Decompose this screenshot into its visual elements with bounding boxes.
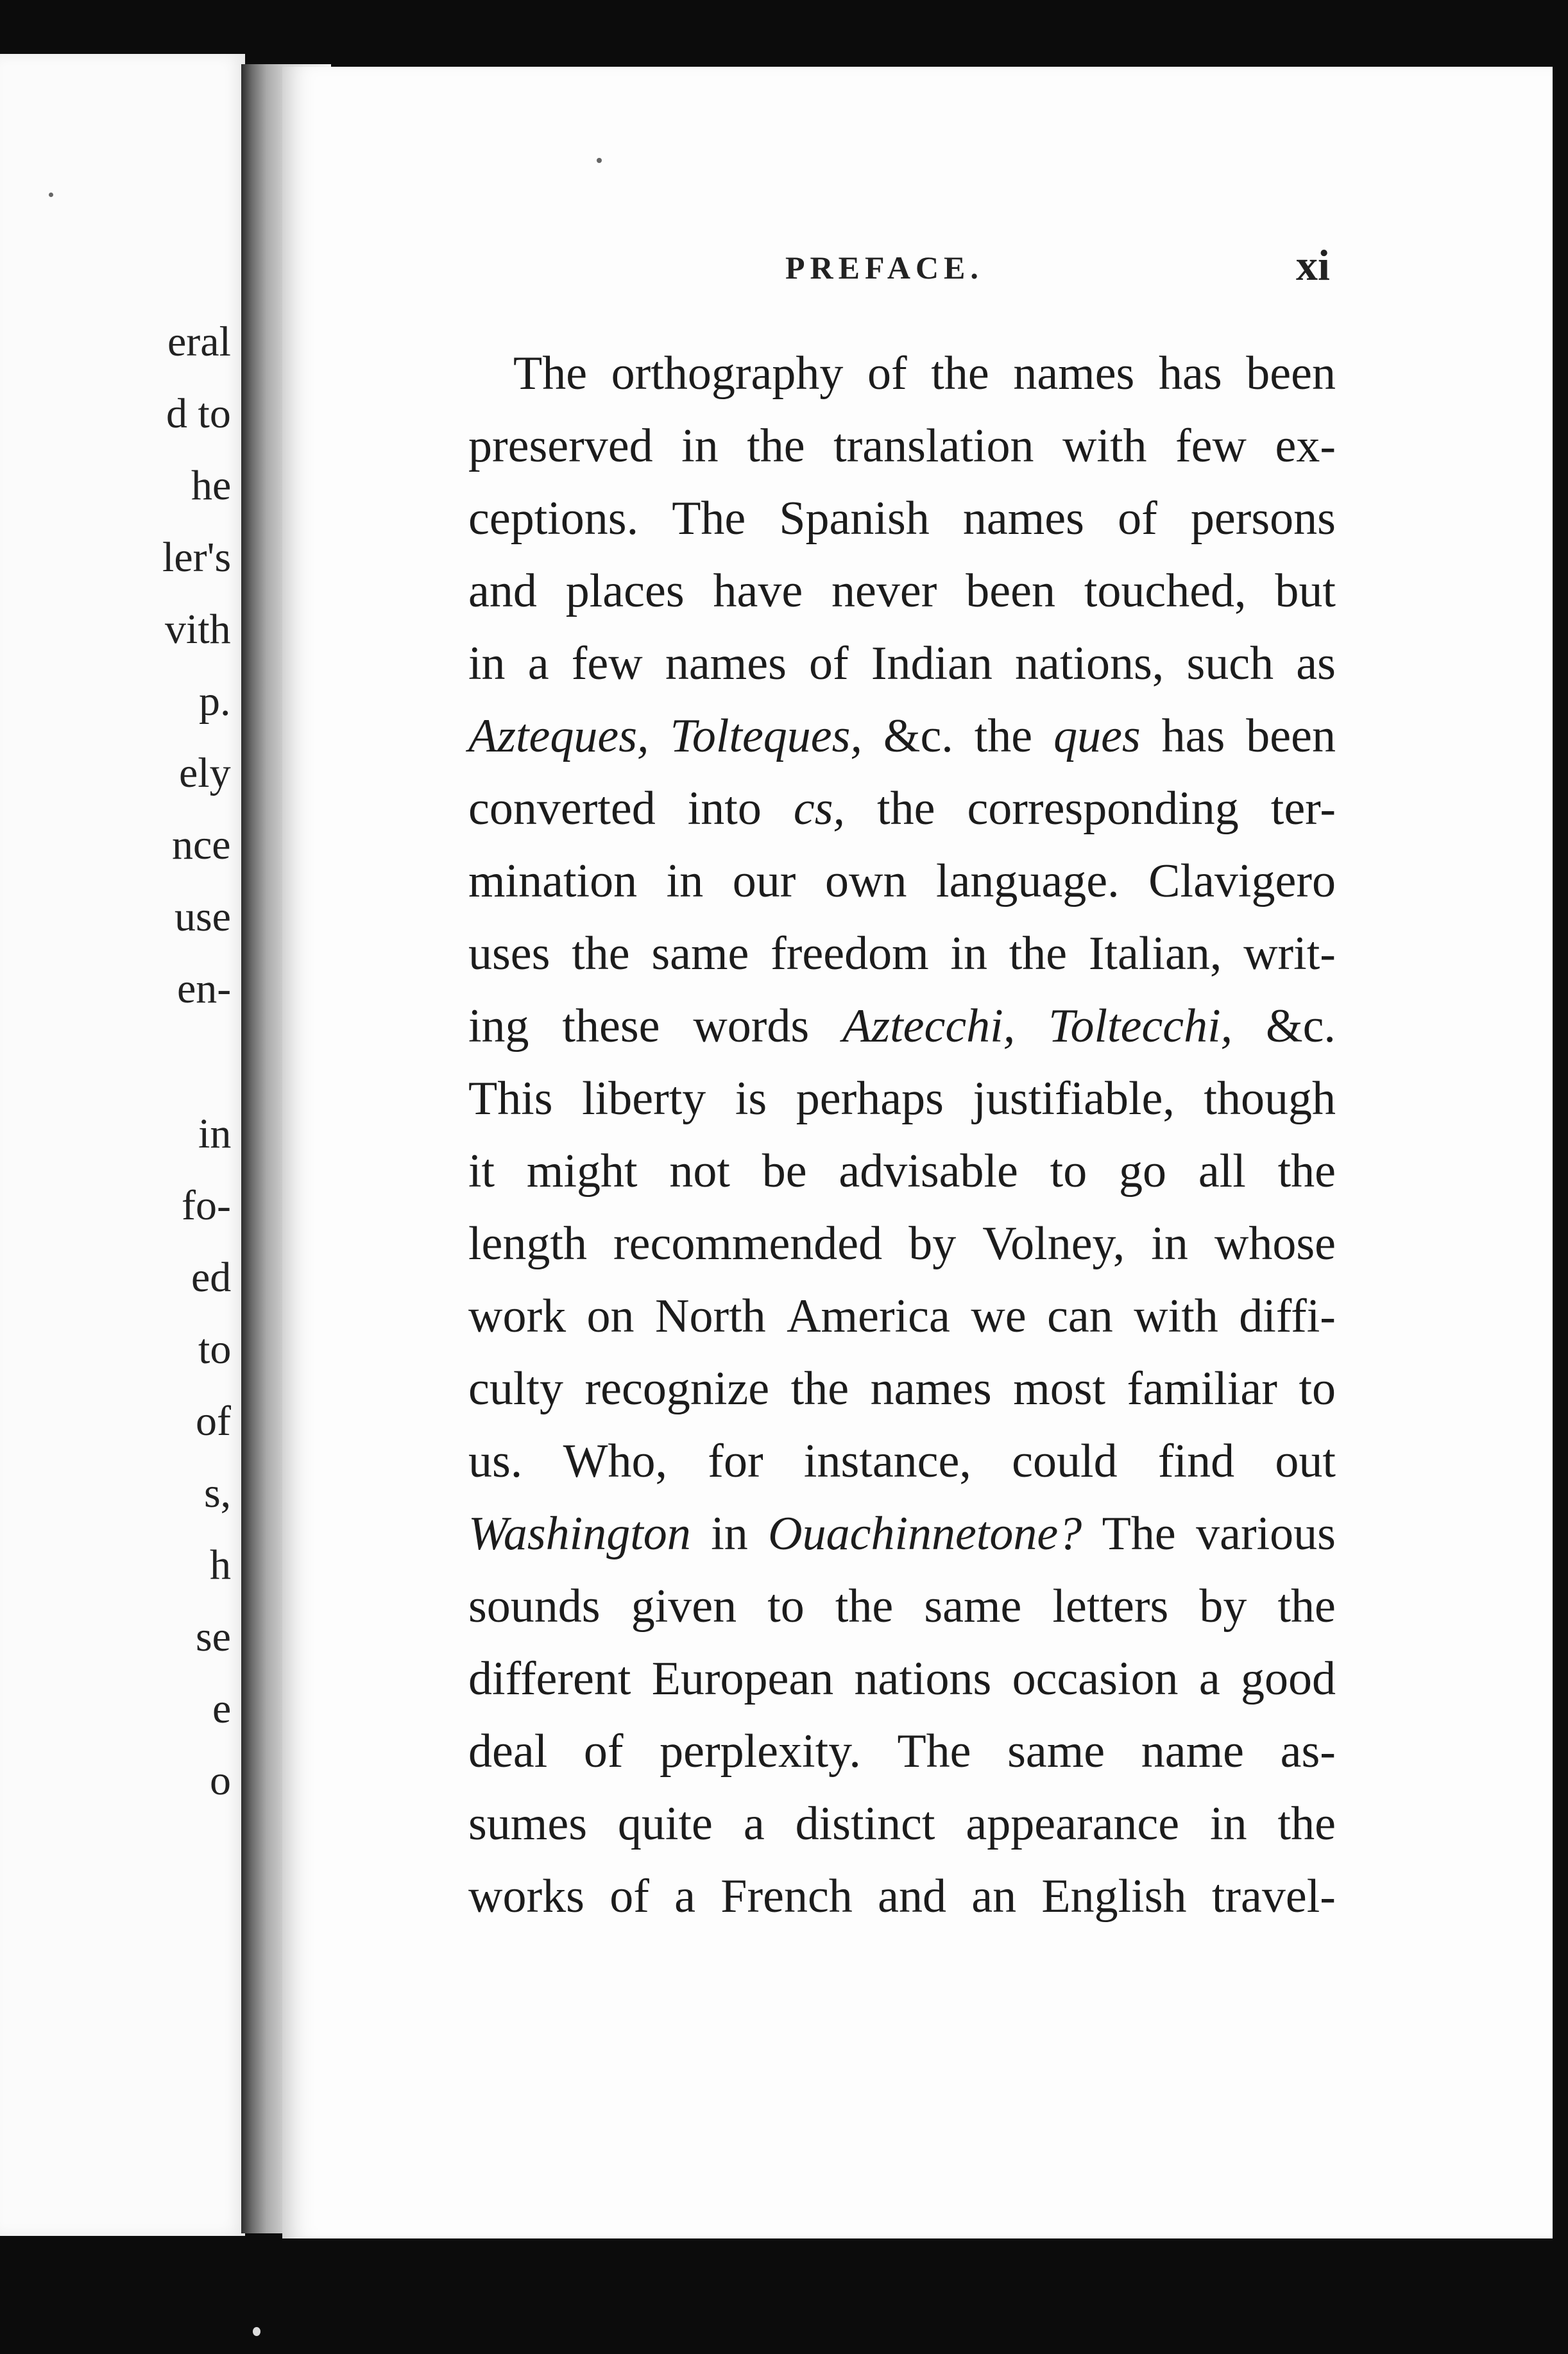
word: on [586, 1290, 635, 1343]
word: has [1158, 347, 1222, 400]
word: Clavigero [1148, 855, 1336, 907]
word: the [1009, 927, 1068, 980]
word: appearance [966, 1798, 1180, 1850]
word: the [747, 420, 805, 472]
word: in [681, 420, 719, 472]
word: by [908, 1217, 957, 1270]
word: out [1275, 1435, 1336, 1488]
word: is [735, 1072, 767, 1125]
word: Indian [871, 637, 993, 690]
word: freedom [771, 927, 929, 980]
text-line [468, 845, 1336, 918]
text-line [468, 1425, 1336, 1498]
word: the [974, 710, 1033, 762]
word: places [565, 565, 685, 617]
word: same [651, 927, 749, 980]
word: a [743, 1798, 765, 1850]
word: in [1210, 1798, 1247, 1850]
word: This [468, 1072, 553, 1125]
word: can [1047, 1290, 1113, 1343]
word: various [1196, 1508, 1336, 1560]
text-line [468, 1643, 1336, 1715]
word: Azteques, [468, 710, 649, 762]
text-line [468, 700, 1336, 773]
word: all [1198, 1145, 1246, 1198]
word: not [669, 1145, 730, 1198]
word: same [1007, 1725, 1105, 1778]
word: in [666, 855, 704, 907]
word: ques [1053, 710, 1141, 762]
word: ing [468, 1000, 529, 1052]
word: and [468, 565, 537, 617]
previous-page-fragment: he [191, 462, 232, 509]
word: converted [468, 782, 656, 835]
word: a [1198, 1653, 1220, 1705]
word: few [571, 637, 643, 690]
word: good [1240, 1653, 1336, 1705]
word: find [1157, 1435, 1235, 1488]
word: Toltecchi, [1048, 1000, 1233, 1052]
word: The [672, 492, 746, 545]
text-line [468, 1280, 1336, 1353]
word: to [1050, 1145, 1087, 1198]
word: such [1186, 637, 1274, 690]
previous-page-fragment: en- [177, 965, 232, 1012]
word: liberty [582, 1072, 706, 1125]
previous-page-fragment: ler's [162, 534, 232, 581]
word: the [1277, 1145, 1336, 1198]
word: same [924, 1580, 1022, 1633]
word: translation [833, 420, 1034, 472]
word: we [971, 1290, 1027, 1343]
word: the [835, 1580, 894, 1633]
word: have [713, 565, 803, 617]
previous-page-edge [0, 54, 245, 2236]
scan-speck [253, 2327, 260, 2336]
word: by [1199, 1580, 1247, 1633]
word: it [468, 1145, 495, 1198]
text-line [468, 1135, 1336, 1208]
word: could [1012, 1435, 1118, 1488]
word: go [1119, 1145, 1167, 1198]
word: justifiable, [973, 1072, 1175, 1125]
word: to [1299, 1362, 1336, 1415]
word: The [897, 1725, 971, 1778]
running-title: PREFACE. [785, 250, 984, 286]
text-line [468, 483, 1336, 555]
word: the [877, 782, 935, 835]
word: the [931, 347, 989, 400]
word: familiar [1127, 1362, 1277, 1415]
text-line [468, 918, 1336, 990]
word: Spanish [779, 492, 930, 545]
word: in [468, 637, 506, 690]
text-line [468, 628, 1336, 700]
word: different [468, 1653, 631, 1705]
word: perhaps [796, 1072, 944, 1125]
word: European [651, 1653, 834, 1705]
text-line [468, 1353, 1336, 1425]
word: into [687, 782, 762, 835]
word: the [1277, 1798, 1336, 1850]
word: Washington [468, 1508, 691, 1560]
word: in [950, 927, 987, 980]
word: ter- [1270, 782, 1336, 835]
word: mination [468, 855, 638, 907]
word: of [1118, 492, 1157, 545]
word: nations [854, 1653, 992, 1705]
word: a [527, 637, 549, 690]
previous-page-fragment: o [210, 1757, 231, 1804]
word: culty [468, 1362, 563, 1415]
word: quite [617, 1798, 713, 1850]
word: be [762, 1145, 807, 1198]
word: &c. [1266, 1000, 1336, 1052]
word: names [870, 1362, 992, 1415]
word: language. [936, 855, 1120, 907]
text-line [468, 773, 1336, 845]
word: sumes [468, 1798, 587, 1850]
word: with [1062, 420, 1147, 472]
word: persons [1190, 492, 1336, 545]
word: Volney, [982, 1217, 1125, 1270]
previous-page-fragment: ed [191, 1254, 232, 1301]
word: works [468, 1870, 584, 1923]
word: been [1246, 347, 1336, 400]
word: corresponding [967, 782, 1239, 835]
text-line [468, 1063, 1336, 1135]
body-text [468, 338, 1336, 1933]
word: Italian, [1088, 927, 1222, 980]
word: &c. [883, 710, 953, 762]
text-line [468, 990, 1336, 1063]
word: the [572, 927, 630, 980]
word: few [1175, 420, 1247, 472]
previous-page-fragment: p. [199, 678, 231, 725]
word: advisable [839, 1145, 1018, 1198]
previous-page-fragment: ely [179, 750, 231, 796]
word: these [562, 1000, 660, 1052]
previous-page-fragment: s, [204, 1470, 232, 1516]
text-line [468, 410, 1336, 483]
word: the [790, 1362, 849, 1415]
previous-page-fragment: nce [172, 821, 231, 868]
text-line [468, 1860, 1336, 1933]
previous-page-fragment: d to [166, 390, 231, 437]
word: been [1246, 710, 1336, 762]
word: given [631, 1580, 737, 1633]
word: writ- [1243, 927, 1336, 980]
word: of [609, 1870, 649, 1923]
word: uses [468, 927, 550, 980]
word: Tolteques, [670, 710, 862, 762]
text-line [468, 1788, 1336, 1860]
word: The [1102, 1508, 1176, 1560]
word: an [971, 1870, 1017, 1923]
word: occasion [1012, 1653, 1179, 1705]
word: names [665, 637, 787, 690]
word: Who, [563, 1435, 667, 1488]
word: never [831, 565, 937, 617]
previous-page-fragment: eral [167, 318, 231, 365]
word: whose [1214, 1217, 1336, 1270]
word: but [1275, 565, 1336, 617]
word: diffi- [1239, 1290, 1336, 1343]
word: most [1013, 1362, 1106, 1415]
word: North [655, 1290, 766, 1343]
previous-page-fragment: to [198, 1326, 232, 1373]
word: travel- [1211, 1870, 1336, 1923]
word: the [1277, 1580, 1336, 1633]
word: ceptions. [468, 492, 639, 545]
previous-page-fragment: of [196, 1398, 231, 1445]
word: and [878, 1870, 946, 1923]
word: with [1134, 1290, 1218, 1343]
word: letters [1052, 1580, 1169, 1633]
word: has [1161, 710, 1225, 762]
previous-page-fragment: h [210, 1542, 231, 1588]
word: to [767, 1580, 805, 1633]
word: been [966, 565, 1055, 617]
previous-page-fragment: se [196, 1613, 231, 1660]
word: us. [468, 1435, 523, 1488]
word: own [825, 855, 907, 907]
text-line [468, 1498, 1336, 1570]
word: French [720, 1870, 853, 1923]
word: though [1204, 1072, 1336, 1125]
word: our [732, 855, 796, 907]
word: in [711, 1508, 748, 1560]
word: for [708, 1435, 763, 1488]
word: America [787, 1290, 950, 1343]
text-line [468, 1715, 1336, 1788]
word: orthography [611, 347, 844, 400]
word: sounds [468, 1580, 601, 1633]
word: English [1041, 1870, 1187, 1923]
previous-page-fragment: fo- [182, 1182, 231, 1229]
word: Aztecchi, [842, 1000, 1016, 1052]
previous-page-fragment: e [212, 1685, 232, 1732]
word: of [583, 1725, 624, 1778]
word: instance, [803, 1435, 971, 1488]
word: words [693, 1000, 810, 1052]
word: work [468, 1290, 567, 1343]
word: names [962, 492, 1084, 545]
word: recommended [613, 1217, 883, 1270]
word: as- [1280, 1725, 1336, 1778]
previous-page-fragment: use [175, 893, 231, 940]
word: recognize [584, 1362, 770, 1415]
page-number: xi [1296, 241, 1330, 289]
word: of [809, 637, 849, 690]
word: cs, [793, 782, 846, 835]
word: Ouachinnetone? [768, 1508, 1082, 1560]
word: deal [468, 1725, 548, 1778]
text-line [468, 1570, 1336, 1643]
previous-page-fragment: vith [165, 606, 231, 653]
scan-speck [597, 158, 602, 163]
scan-speck [49, 193, 53, 197]
text-line [468, 338, 1336, 410]
word: in [1151, 1217, 1188, 1270]
word: of [867, 347, 907, 400]
word: touched, [1084, 565, 1247, 617]
word: as [1296, 637, 1336, 690]
word: name [1141, 1725, 1245, 1778]
word: nations, [1015, 637, 1164, 690]
word: preserved [468, 420, 653, 472]
word: distinct [795, 1798, 935, 1850]
text-line [468, 555, 1336, 628]
previous-page-fragment: in [198, 1110, 232, 1157]
word: a [674, 1870, 695, 1923]
word: might [526, 1145, 638, 1198]
text-line [468, 1208, 1336, 1280]
word: perplexity. [660, 1725, 861, 1778]
word: The [513, 347, 588, 400]
word: names [1013, 347, 1135, 400]
word: ex- [1275, 420, 1336, 472]
word: length [468, 1217, 587, 1270]
